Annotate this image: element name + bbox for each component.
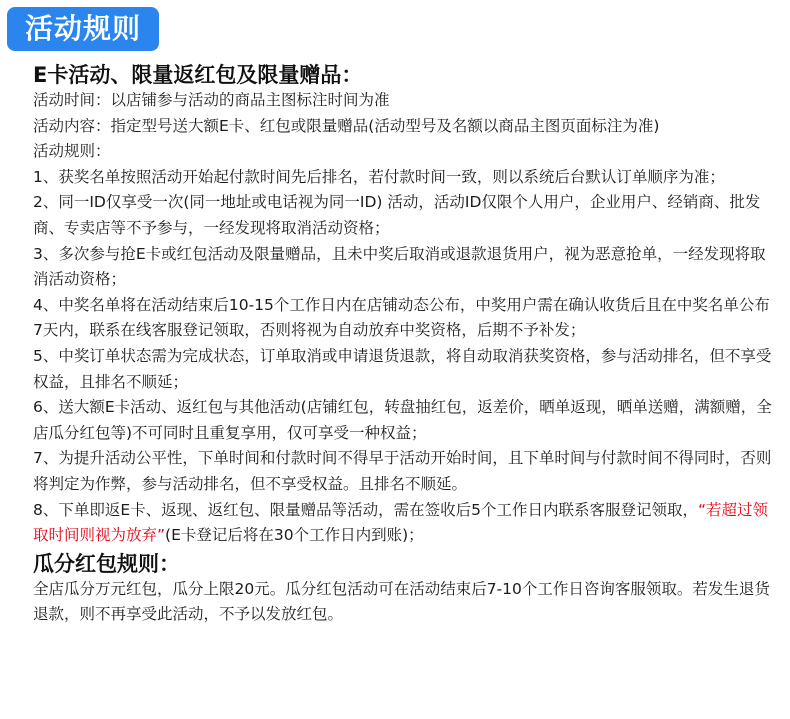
rule-4: 4、中奖名单将在活动结束后10-15个工作日内在店铺动态公布，中奖用户需在确认收货后且在中奖名单公布7天内，联系在线客服登记领取，否则将视为自动放弃中奖资格，后期不予补发；: [33, 295, 770, 340]
activity-content: 活动内容：指定型号送大额E卡、红包或限量赠品(活动型号及名额以商品主图页面标注为准): [33, 116, 660, 135]
rule-2: 2、同一ID仅享受一次(同一地址或电话视为同一ID) 活动，活动ID仅限个人用户，企业用户、经销商、批发商、专卖店等不予参与，一经发现将取消活动资格；: [33, 193, 761, 237]
rule-3: 3、多次参与抢E卡或红包活动及限量赠品，且未中奖后取消或退款退货用户，视为恶意抢单，一经发现将取消活动资格；: [33, 244, 766, 289]
rule-8-part-1: 8、下单即返E卡、返现、返红包、限量赠品等活动，需在签收后5个工作日内联系客服登记领取，: [33, 500, 699, 519]
rule-7: 7、为提升活动公平性，下单时间和付款时间不得早于活动开始时间，且下单时间与付款时间不得同时，否则将判定为作弊，参与活动排名，但不享受权益。且排名不顺延。: [33, 449, 772, 493]
rule-8-part-2: (E卡登记后将在30个工作日内到账)；: [165, 526, 424, 545]
section-heading-redpacket: 瓜分红包规则：: [33, 551, 180, 576]
activity-rules-heading: 活动规则：: [33, 142, 111, 161]
rule-5: 5、中奖订单状态需为完成状态，订单取消或申请退货退款，将自动取消获奖资格，参与活动排名，但不享受权益，且排名不顺延；: [33, 346, 772, 391]
rule-1: 1、获奖名单按照活动开始起付款时间先后排名，若付款时间一致，则以系统后台默认订单顺序为准；: [33, 167, 725, 186]
section-heading-ecard: E卡活动、限量返红包及限量赠品：: [33, 63, 363, 87]
rules-content: [33, 62, 778, 628]
rule-8: [33, 498, 778, 549]
redpacket-rule: 全店瓜分万元红包，瓜分上限20元。瓜分红包活动可在活动结束后7-10个工作日咨询客服领取。若发生退货退款，则不再享受此活动，不予以发放红包。: [33, 579, 770, 624]
rule-6: 6、送大额E卡活动、返红包与其他活动(店铺红包，转盘抽红包，返差价，晒单返现，晒单送赠，满额赠，全店瓜分红包等)不可同时且重复享用，仅可享受一种权益；: [33, 398, 772, 442]
section-banner: 活动规则: [7, 7, 159, 51]
activity-time: 活动时间：以店铺参与活动的商品主图标注时间为准: [33, 91, 390, 109]
rule-8-highlight: “若超过领取时间则视为放弃”: [33, 500, 769, 545]
